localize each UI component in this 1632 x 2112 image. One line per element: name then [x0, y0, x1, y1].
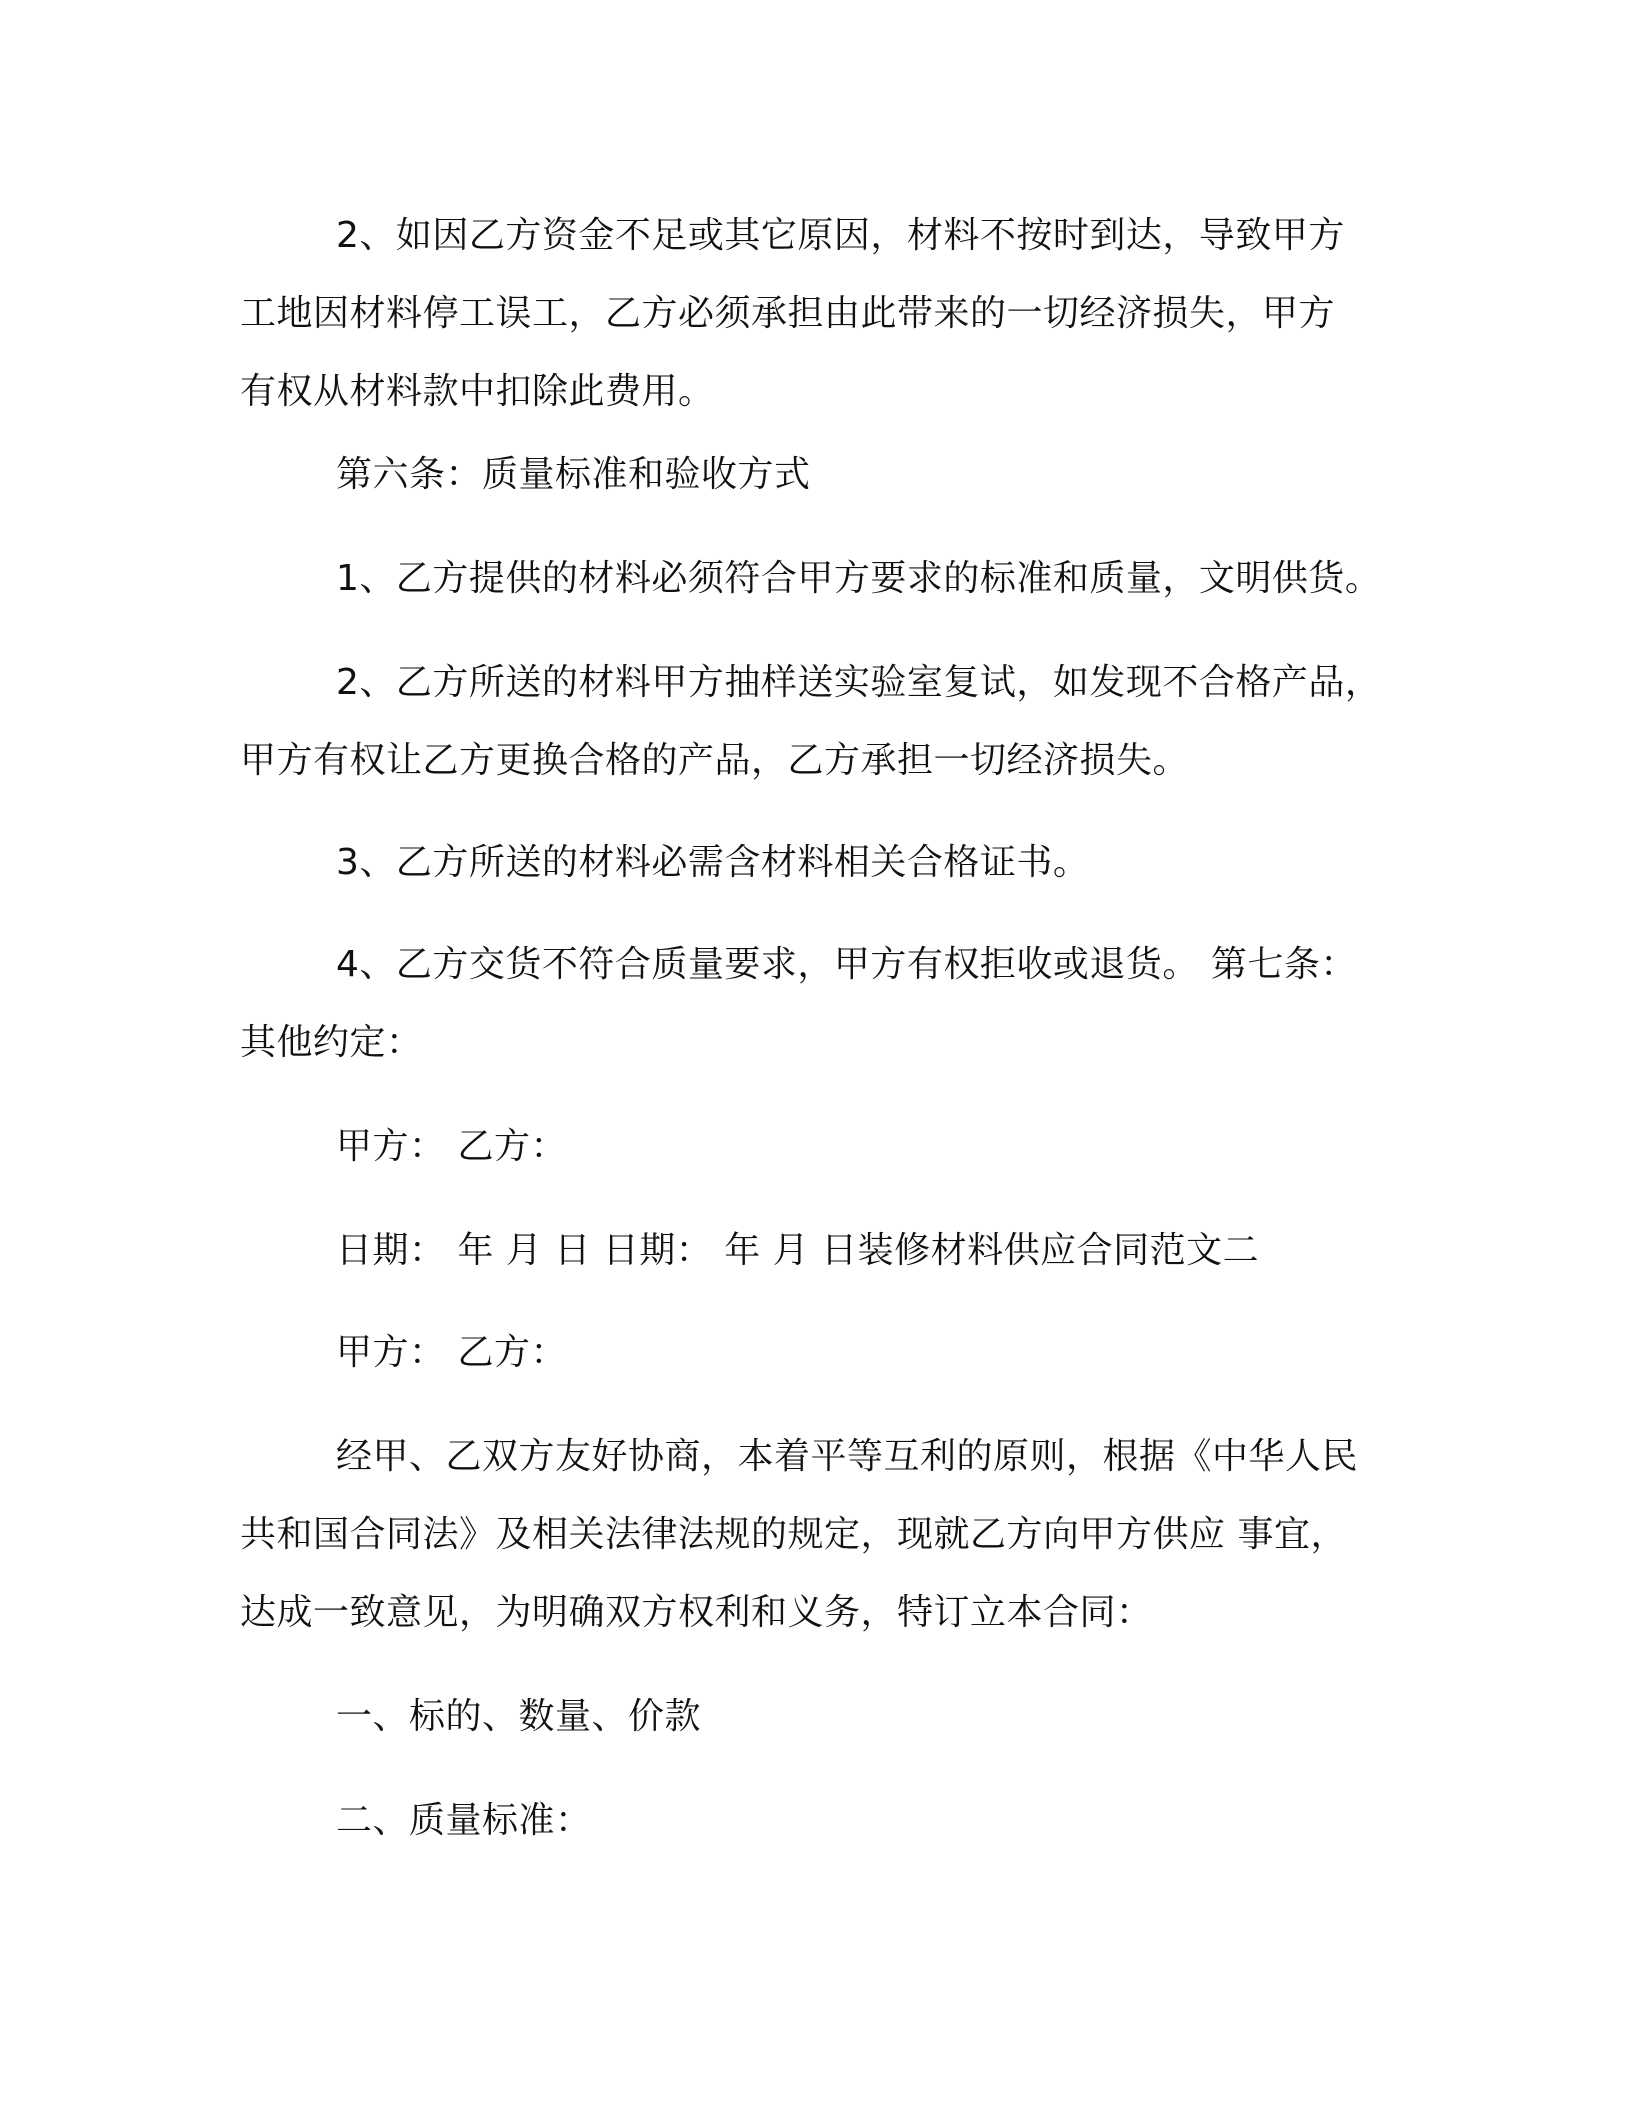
text-line: 一、标的、数量、价款 [336, 1696, 702, 1737]
text-line: 工地因材料停工误工，乙方必须承担由此带来的一切经济损失，甲方 [240, 293, 1336, 334]
text-line: 甲方有权让乙方更换合格的产品，乙方承担一切经济损失。 [240, 740, 1190, 781]
paragraph-clause-5-item-2 [240, 197, 1390, 431]
text-line: 甲方： 乙方： [336, 1332, 567, 1373]
text-line: 2、如因乙方资金不足或其它原因，材料不按时到达，导致甲方 [336, 215, 1345, 256]
text-line: 4、乙方交货不符合质量要求，甲方有权拒收或退货。 第七条： [336, 944, 1357, 985]
paragraph-clause-6-item-1 [240, 540, 1390, 618]
heading-section-2 [240, 1782, 1390, 1860]
text-line: 日期： 年 月 日 日期： 年 月 日装修材料供应合同范文二 [336, 1230, 1260, 1271]
text-line: 二、质量标准： [336, 1800, 592, 1841]
paragraph-preamble [240, 1418, 1390, 1652]
paragraph-clause-6-item-2 [240, 644, 1390, 800]
text-line: 达成一致意见，为明确双方权利和义务，特订立本合同： [240, 1592, 1153, 1633]
text-line: 其他约定： [240, 1022, 423, 1063]
text-line: 1、乙方提供的材料必须符合甲方要求的标准和质量，文明供货。 [336, 558, 1382, 599]
text-line: 有权从材料款中扣除此费用。 [240, 371, 715, 412]
heading-section-1 [240, 1678, 1390, 1756]
signature-dates [240, 1212, 1390, 1290]
text-line: 3、乙方所送的材料必需含材料相关合格证书。 [336, 842, 1090, 883]
paragraph-clause-6-item-4 [240, 926, 1390, 1082]
text-line: 经甲、乙双方友好协商，本着平等互利的原则，根据《中华人民 [336, 1436, 1359, 1477]
signature-parties-2 [240, 1314, 1390, 1392]
text-line: 共和国合同法》及相关法律法规的规定，现就乙方向甲方供应 事宜， [240, 1514, 1347, 1555]
paragraph-clause-6-item-3 [240, 824, 1390, 902]
text-line: 2、乙方所送的材料甲方抽样送实验室复试，如发现不合格产品， [336, 662, 1382, 703]
signature-parties-1 [240, 1108, 1390, 1186]
heading-clause-6 [240, 436, 1390, 514]
text-line: 甲方： 乙方： [336, 1126, 567, 1167]
text-line: 第六条：质量标准和验收方式 [336, 454, 811, 495]
